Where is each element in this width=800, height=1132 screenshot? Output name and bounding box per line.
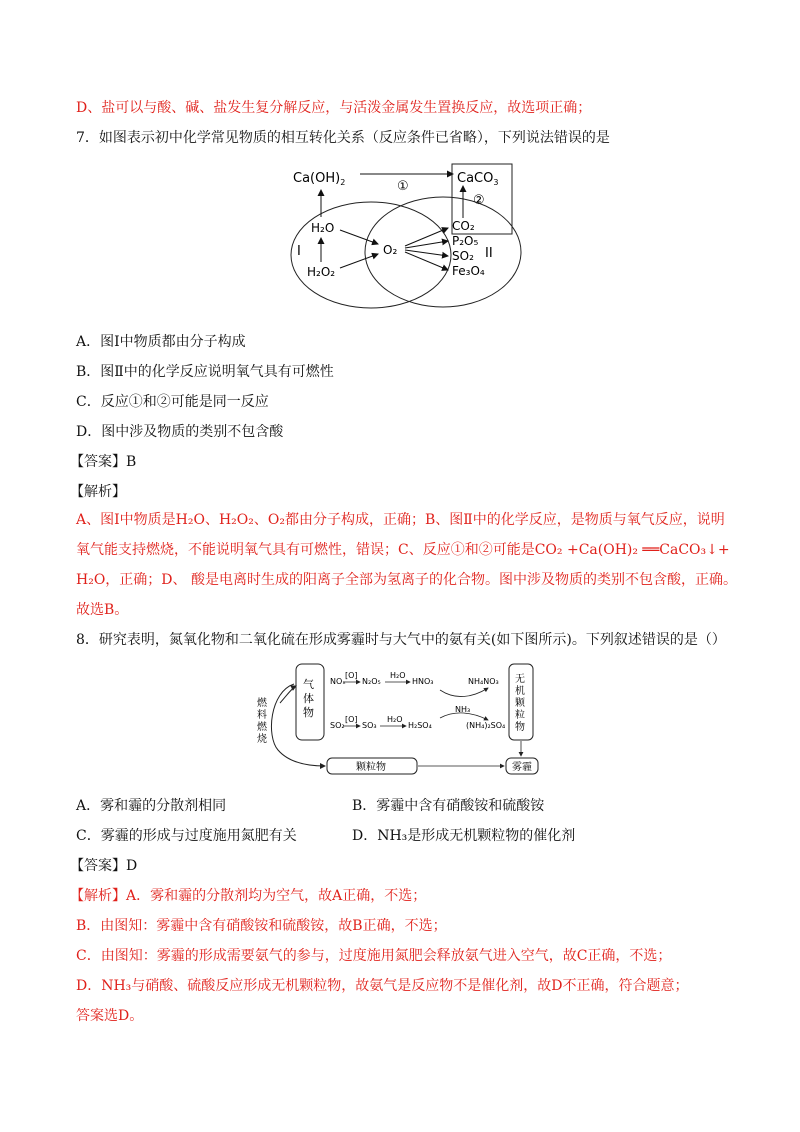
- q7-diagram: [285, 160, 535, 310]
- q8-option-c: C．雾霾的形成与过度施用氮肥有关: [76, 828, 297, 844]
- nh4no3-label: NH₄NO₃: [468, 677, 499, 686]
- inorganic-char-2: 机: [515, 686, 525, 697]
- h2o-label-2: H₂O: [387, 715, 403, 724]
- h2o-label-1: H₂O: [390, 671, 406, 680]
- reaction-2-label: ②: [473, 193, 485, 208]
- inorganic-char-4: 粒: [515, 710, 525, 721]
- nh42so4-label: (NH₄)₂SO₄: [466, 721, 506, 730]
- caco3-label: CaCO$_3$: [457, 171, 499, 187]
- q7-option-d: D．图中涉及物质的类别不包含酸: [76, 424, 284, 440]
- h2o2-label: H₂O₂: [307, 265, 336, 279]
- p2o5-label: P₂O₅: [452, 234, 479, 248]
- q8-analysis-line-1: 【解析】A．雾和霾的分散剂均为空气，故A正确，不选；: [70, 888, 427, 904]
- so3-label: SO₃: [362, 721, 377, 730]
- caoh2-label: $Ca(OH)_2$: [293, 171, 346, 187]
- haze-label: 雾霾: [512, 762, 532, 773]
- q8-answer: 【答案】D: [70, 858, 138, 874]
- q7-analysis-line-1: A、图Ⅰ中物质是H₂O、H₂O₂、O₂都由分子构成，正确；B、图Ⅱ中的化学反应，是物质与氧气反应，说明: [76, 512, 725, 528]
- circle-ii-label: II: [485, 246, 493, 261]
- q8-option-b: B．雾霾中含有硝酸铵和硫酸铵: [352, 798, 545, 814]
- q8-diagram: [250, 658, 550, 782]
- reaction-1-label: ①: [397, 179, 409, 194]
- prev-option-d: D、盐可以与酸、碱、盐发生复分解反应，与活泼金属发生置换反应，故选项正确；: [76, 100, 592, 116]
- fe3o4-label: Fe₃O₄: [452, 264, 485, 278]
- q7-option-a: A．图Ⅰ中物质都由分子构成: [76, 334, 246, 350]
- inorganic-char-5: 物: [515, 722, 525, 733]
- so2-label: SO₂: [452, 249, 474, 263]
- q8-option-d: D．NH₃是形成无机颗粒物的催化剂: [352, 828, 576, 844]
- fuel-char-1: 燃: [257, 698, 267, 709]
- q8-analysis-line-5: 答案选D。: [76, 1008, 144, 1024]
- co2-label: CO₂: [452, 219, 475, 233]
- h2so4-label: H₂SO₄: [408, 721, 432, 730]
- hno3-label: HNO₃: [412, 677, 434, 686]
- so2-label-q8: SO₂: [330, 721, 345, 730]
- circle-i: [291, 202, 451, 308]
- nh3-label: NH₃: [455, 705, 471, 714]
- o2-label: O₂: [383, 243, 398, 257]
- circle-i-label: I: [297, 244, 301, 259]
- nox-label: NOₓ: [330, 677, 346, 686]
- q8-analysis-line-3: C．由图知：雾霾的形成需要氨气的参与，过度施用氮肥会释放氨气进入空气，故C正确，不选；: [76, 948, 672, 964]
- q7-analysis-line-4: 故选B。: [76, 602, 129, 618]
- q8-option-a: A．雾和霾的分散剂相同: [76, 798, 227, 814]
- gas-char-1: 气: [303, 678, 314, 691]
- inorganic-char-1: 无: [515, 674, 525, 685]
- q7-stem: 7．如图表示初中化学常见物质的相互转化关系（反应条件已省略），下列说法错误的是: [76, 130, 610, 146]
- q8-stem: 8．研究表明，氮氧化物和二氧化硫在形成雾霾时与大气中的氨有关(如下图所示)。下列叙述错误的是（）: [76, 632, 726, 648]
- q7-analysis-line-3: H₂O，正确；D、 酸是电离时生成的阳离子全部为氢离子的化合物。图中涉及物质的类别不包含酸，正确。: [76, 572, 737, 588]
- q7-analysis-line-2: 氧气能支持燃烧，不能说明氧气具有可燃性，错误；C、反应①和②可能是CO₂ +Ca(OH)₂ ══CaCO₃↓+: [76, 542, 730, 558]
- gas-char-3: 物: [303, 706, 314, 719]
- fuel-char-4: 烧: [257, 734, 267, 745]
- inorganic-char-3: 颗: [515, 698, 525, 709]
- q7-analysis-title: 【解析】: [70, 484, 126, 500]
- particles-label: 颗粒物: [356, 762, 386, 773]
- fuel-char-2: 料: [257, 710, 267, 721]
- o-label-1: [O]: [345, 671, 358, 680]
- o-label-2: [O]: [345, 715, 358, 724]
- h2o-label: H₂O: [311, 221, 335, 235]
- q8-analysis-line-2: B．由图知：雾霾中含有硝酸铵和硫酸铵，故B正确，不选；: [76, 918, 447, 934]
- fuel-char-3: 燃: [257, 722, 267, 733]
- n2o5-label: N₂O₅: [362, 677, 381, 686]
- q8-analysis-line-4: D．NH₃与硝酸、硫酸反应形成无机颗粒物，故氨气是反应物不是催化剂，故D不正确，符合题意；: [76, 978, 689, 994]
- q7-answer: 【答案】B: [70, 454, 137, 470]
- gas-char-2: 体: [303, 692, 314, 705]
- q7-option-c: C．反应①和②可能是同一反应: [76, 394, 269, 410]
- q7-option-b: B．图Ⅱ中的化学反应说明氧气具有可燃性: [76, 364, 334, 380]
